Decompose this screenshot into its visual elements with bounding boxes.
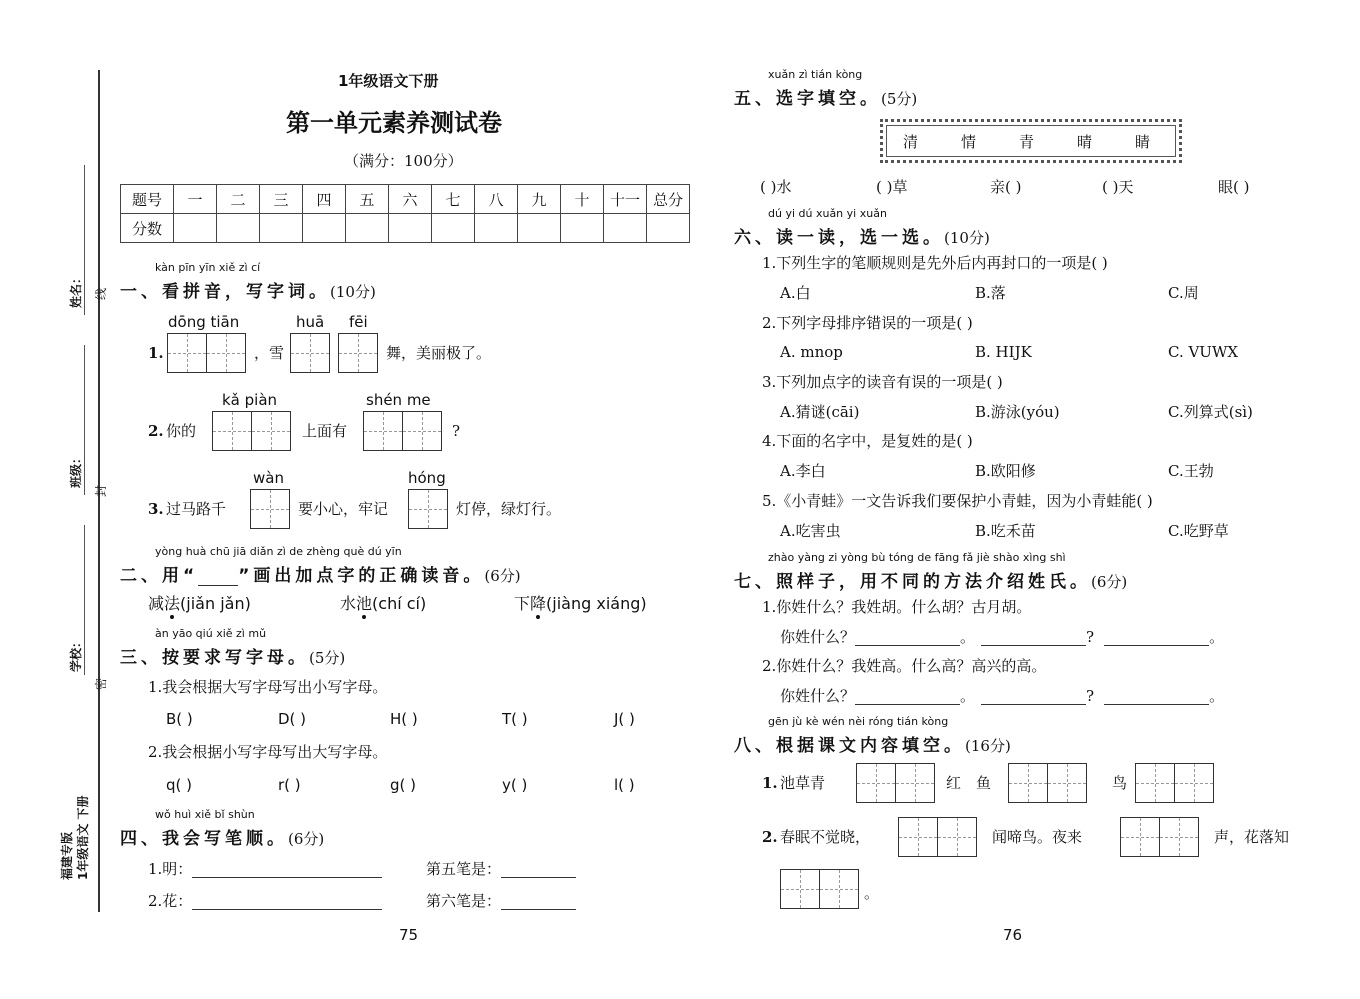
s3-upper-4[interactable]: T( ) bbox=[502, 710, 528, 728]
brand-grade-label: 1年级语文 下册 bbox=[76, 795, 90, 880]
s3-upper-5[interactable]: J( ) bbox=[614, 710, 635, 728]
s3-q2: 2.我会根据小写字母写出大写字母。 bbox=[148, 743, 388, 761]
score-cell[interactable] bbox=[604, 214, 647, 243]
s5-char: 晴 bbox=[1077, 133, 1093, 151]
class-label: 班级： bbox=[69, 451, 83, 488]
tianzige-cell[interactable] bbox=[895, 763, 935, 803]
s1-q2-text2: 上面有 bbox=[302, 422, 348, 440]
score-col: 五 bbox=[346, 185, 389, 214]
tianzige-cell[interactable] bbox=[1135, 763, 1175, 803]
s6-q2: 2.下列字母排序错误的一项是( ) bbox=[762, 314, 973, 332]
s4-q1b bbox=[426, 860, 576, 878]
s8-q1-grid1[interactable] bbox=[856, 763, 935, 803]
tianzige-cell[interactable] bbox=[898, 817, 938, 857]
s7-ask: 你姓什么？ bbox=[780, 628, 856, 646]
s3-q1: 1.我会根据大写字母写出小写字母。 bbox=[148, 678, 388, 696]
score-cell[interactable] bbox=[518, 214, 561, 243]
s1-q3-text1: 过马路千 bbox=[166, 500, 227, 518]
score-col: 八 bbox=[475, 185, 518, 214]
s6-option-c[interactable]: C.王勃 bbox=[1168, 462, 1214, 480]
s6-q4: 4.下面的名字中，是复姓的是( ) bbox=[762, 432, 973, 450]
s1-q3-pinyin2: hóng bbox=[408, 469, 446, 487]
answer-line[interactable] bbox=[1104, 688, 1209, 705]
s5-char: 青 bbox=[1019, 133, 1035, 151]
s3-title bbox=[120, 643, 345, 668]
s7-answer-1 bbox=[780, 628, 1224, 646]
s1-q2-pinyin1: kǎ piàn bbox=[222, 391, 278, 409]
school-label: 学校： bbox=[69, 635, 83, 672]
tianzige-cell[interactable] bbox=[212, 411, 252, 451]
s3-upper-3[interactable]: H( ) bbox=[390, 710, 418, 728]
tianzige-cell[interactable] bbox=[290, 333, 330, 373]
score-cell[interactable] bbox=[303, 214, 346, 243]
s8-pinyin: gēn jù kè wén nèi róng tián kòng bbox=[768, 715, 949, 728]
s7-pinyin: zhào yàng zi yòng bù tóng de fāng fǎ jiè shào xìng shì bbox=[768, 551, 1066, 564]
s5-blank-5[interactable]: 眼( ) bbox=[1218, 178, 1250, 196]
s6-option-a[interactable]: A.猜谜(cāi) bbox=[780, 403, 860, 421]
s6-q3: 3.下列加点字的读音有误的一项是( ) bbox=[762, 373, 1003, 391]
s1-pinyin: kàn pīn yīn xiě zì cí bbox=[155, 261, 261, 274]
brand-label: 福建专版 bbox=[60, 831, 74, 880]
s1-q1-pinyin3: fēi bbox=[349, 313, 368, 331]
s1-q3-grid1[interactable] bbox=[250, 489, 290, 529]
full-score: （满分：100分） bbox=[344, 152, 463, 170]
s1-q3-num: 3. bbox=[148, 500, 164, 518]
s4-q2 bbox=[148, 892, 382, 910]
s1-title bbox=[120, 277, 376, 302]
s8-q1-c: 鸟 bbox=[1112, 774, 1128, 792]
page-title: 第一单元素养测试卷 bbox=[286, 108, 502, 137]
s2-item-1[interactable] bbox=[148, 595, 251, 613]
s7-punct: 。 bbox=[960, 687, 976, 705]
s2-title bbox=[120, 561, 521, 586]
s2-item-dot[interactable]: 法 bbox=[164, 594, 181, 613]
s8-title-text: 八、根据课文内容填空。 bbox=[734, 736, 965, 756]
tianzige-cell[interactable] bbox=[250, 489, 290, 529]
s8-q1-num: 1. bbox=[762, 774, 778, 792]
s5-title-text: 五、选字填空。 bbox=[734, 89, 881, 109]
tianzige-cell[interactable] bbox=[1047, 763, 1087, 803]
s3-title-text: 三、按要求写字母。 bbox=[120, 648, 309, 668]
class-line bbox=[84, 345, 85, 495]
s1-q2-text1: 你的 bbox=[166, 422, 197, 440]
answer-line[interactable] bbox=[501, 861, 576, 878]
s8-q2-a: 春眠不觉晓， bbox=[780, 828, 871, 846]
s7-punct: 。 bbox=[1209, 687, 1225, 705]
s1-title-text: 一、看拼音，写字词。 bbox=[120, 282, 330, 302]
s3-lower-2[interactable]: r( ) bbox=[278, 776, 301, 794]
s6-option-b[interactable]: B.落 bbox=[975, 284, 1006, 302]
s4-score: (6分) bbox=[288, 830, 325, 848]
score-cell[interactable] bbox=[217, 214, 260, 243]
score-col: 四 bbox=[303, 185, 346, 214]
answer-line[interactable] bbox=[981, 629, 1086, 646]
s8-q2-end: 。 bbox=[864, 884, 880, 902]
s5-blank-3[interactable]: 亲( ) bbox=[990, 178, 1022, 196]
s6-option-c[interactable]: C. VUWX bbox=[1168, 343, 1239, 361]
s5-pinyin: xuǎn zì tián kòng bbox=[768, 68, 863, 81]
page-number-left: 75 bbox=[399, 926, 419, 944]
name-line bbox=[84, 165, 85, 315]
s8-q2-grid3[interactable] bbox=[780, 869, 859, 909]
answer-line[interactable] bbox=[981, 688, 1086, 705]
s1-q3-grid2[interactable] bbox=[408, 489, 448, 529]
score-col: 十 bbox=[561, 185, 604, 214]
s5-title bbox=[734, 84, 917, 109]
s4-title-text: 四、我会写笔顺。 bbox=[120, 829, 288, 849]
tianzige-cell[interactable] bbox=[167, 333, 207, 373]
s7-punct: ? bbox=[1086, 687, 1095, 705]
s4-q1b-label: 第五笔是： bbox=[426, 860, 502, 878]
s2-item-dot[interactable]: 池 bbox=[356, 594, 373, 613]
score-col: 三 bbox=[260, 185, 303, 214]
s1-score: (10分) bbox=[330, 283, 376, 301]
s8-q1-b: 红 鱼 bbox=[946, 774, 992, 792]
tianzige-cell[interactable] bbox=[1120, 817, 1160, 857]
score-col: 二 bbox=[217, 185, 260, 214]
grade-label: 1年级语文下册 bbox=[338, 72, 439, 90]
score-col: 十一 bbox=[604, 185, 647, 214]
s7-score: (6分) bbox=[1091, 573, 1128, 591]
score-cell[interactable] bbox=[475, 214, 518, 243]
s6-title bbox=[734, 223, 990, 248]
s4-q2b bbox=[426, 892, 576, 910]
underline-sample bbox=[198, 571, 238, 586]
score-cell[interactable] bbox=[647, 214, 690, 243]
s5-blank-4[interactable]: ( )天 bbox=[1102, 178, 1134, 196]
answer-line[interactable] bbox=[1104, 629, 1209, 646]
s6-option-a[interactable]: A.李白 bbox=[780, 462, 826, 480]
tianzige-cell[interactable] bbox=[363, 411, 403, 451]
score-col: 九 bbox=[518, 185, 561, 214]
s3-score: (5分) bbox=[309, 649, 346, 667]
s3-pinyin: àn yāo qiú xiě zì mǔ bbox=[155, 627, 267, 640]
s1-q1-pinyin1: dōng tiān bbox=[168, 313, 240, 331]
s7-punct: 。 bbox=[1209, 628, 1225, 646]
s4-pinyin: wǒ huì xiě bǐ shùn bbox=[155, 808, 255, 821]
score-table-row2-label: 分数 bbox=[121, 214, 174, 243]
s4-title bbox=[120, 824, 324, 849]
s1-q3-text3: 灯停，绿灯行。 bbox=[456, 500, 562, 518]
tianzige-cell[interactable] bbox=[1174, 763, 1214, 803]
s2-item-pre: 下 bbox=[514, 594, 531, 613]
tianzige-cell[interactable] bbox=[780, 869, 820, 909]
s6-q1: 1.下列生字的笔顺规则是先外后内再封口的一项是( ) bbox=[762, 254, 1108, 272]
s2-item-pre: 减 bbox=[148, 594, 165, 613]
s8-q1-a: 池草青 bbox=[780, 774, 826, 792]
s6-option-b[interactable]: B.游泳(yóu) bbox=[975, 403, 1060, 421]
s7-answer-2 bbox=[780, 687, 1224, 705]
tianzige-cell[interactable] bbox=[338, 333, 378, 373]
tianzige-cell[interactable] bbox=[937, 817, 977, 857]
s6-option-b[interactable]: B.吃禾苗 bbox=[975, 522, 1036, 540]
tianzige-cell[interactable] bbox=[1008, 763, 1048, 803]
s2-title-a: 二、用“ bbox=[120, 566, 199, 586]
tianzige-cell[interactable] bbox=[408, 489, 448, 529]
s1-q1-grid2[interactable] bbox=[290, 333, 330, 373]
s2-score: (6分) bbox=[484, 567, 521, 585]
tianzige-cell[interactable] bbox=[1159, 817, 1199, 857]
tianzige-cell[interactable] bbox=[856, 763, 896, 803]
seal-secret-text: 密 bbox=[94, 677, 108, 690]
score-table-header-row bbox=[121, 185, 690, 214]
s1-q3-pinyin1: wàn bbox=[253, 469, 284, 487]
s2-item-dot[interactable]: 降 bbox=[530, 594, 547, 613]
s6-score: (10分) bbox=[944, 229, 990, 247]
s2-item-post: (chí cí) bbox=[372, 594, 427, 613]
s5-char-box bbox=[880, 119, 1182, 163]
s2-title-b: ”画出加点字的正确读音。 bbox=[238, 566, 485, 586]
s1-q1-grid1[interactable] bbox=[167, 333, 246, 373]
s6-title-text: 六、读一读，选一选。 bbox=[734, 228, 944, 248]
s2-item-3[interactable] bbox=[514, 595, 647, 613]
score-col: 总分 bbox=[647, 185, 690, 214]
s2-item-2[interactable] bbox=[340, 595, 426, 613]
answer-line[interactable] bbox=[855, 688, 960, 705]
s4-q2b-label: 第六笔是： bbox=[426, 892, 502, 910]
s8-q2-grid2[interactable] bbox=[1120, 817, 1199, 857]
s1-q1-num: 1. bbox=[148, 344, 164, 362]
s7-title-text: 七、照样子，用不同的方法介绍姓氏。 bbox=[734, 572, 1091, 592]
s7-ask: 你姓什么？ bbox=[780, 687, 856, 705]
score-cell[interactable] bbox=[174, 214, 217, 243]
s1-q1-text2: 舞，美丽极了。 bbox=[386, 344, 492, 362]
score-table-row1-label: 题号 bbox=[121, 185, 174, 214]
score-table-score-row bbox=[121, 214, 690, 243]
score-col: 六 bbox=[389, 185, 432, 214]
s6-option-a[interactable]: A. mnop bbox=[780, 343, 843, 361]
score-cell[interactable] bbox=[389, 214, 432, 243]
s5-score: (5分) bbox=[881, 90, 918, 108]
s4-q1 bbox=[148, 860, 382, 878]
s3-lower-1[interactable]: q( ) bbox=[166, 776, 192, 794]
s2-item-post: (jiǎn jǎn) bbox=[180, 594, 251, 613]
s6-option-c[interactable]: C.吃野草 bbox=[1168, 522, 1229, 540]
s8-score: (16分) bbox=[965, 737, 1011, 755]
s6-option-a[interactable]: A.吃害虫 bbox=[780, 522, 841, 540]
s2-item-post: (jiàng xiáng) bbox=[546, 594, 647, 613]
seal-seal-text: 封 bbox=[94, 484, 108, 497]
score-col: 七 bbox=[432, 185, 475, 214]
s5-blank-1[interactable]: ( )水 bbox=[760, 178, 792, 196]
s3-upper-1[interactable]: B( ) bbox=[166, 710, 193, 728]
score-cell[interactable] bbox=[260, 214, 303, 243]
s6-option-c[interactable]: C.周 bbox=[1168, 284, 1199, 302]
s8-q2-c: 声，花落知 bbox=[1214, 828, 1290, 846]
s3-lower-5[interactable]: l( ) bbox=[614, 776, 635, 794]
s3-lower-4[interactable]: y( ) bbox=[502, 776, 528, 794]
s6-option-b[interactable]: B. HIJK bbox=[975, 343, 1032, 361]
seal-line-text: 线 bbox=[94, 287, 108, 300]
s4-q1-label: 1.明： bbox=[148, 860, 193, 878]
s1-q1-grid3[interactable] bbox=[338, 333, 378, 373]
answer-line[interactable] bbox=[192, 861, 382, 878]
s5-blank-2[interactable]: ( )草 bbox=[876, 178, 908, 196]
s8-q1-grid3[interactable] bbox=[1135, 763, 1214, 803]
s1-q2-grid1[interactable] bbox=[212, 411, 291, 451]
s1-q2-grid2[interactable] bbox=[363, 411, 442, 451]
score-col: 一 bbox=[174, 185, 217, 214]
s1-q3-text2: 要小心，牢记 bbox=[298, 500, 389, 518]
s4-q2-label: 2.花： bbox=[148, 892, 193, 910]
s2-pinyin: yòng huà chū jiā diǎn zì de zhèng què dú yīn bbox=[155, 545, 402, 558]
s6-pinyin: dú yi dú xuǎn yi xuǎn bbox=[768, 207, 887, 220]
s1-q1-text1: ，雪 bbox=[254, 344, 285, 362]
answer-line[interactable] bbox=[855, 629, 960, 646]
s7-q1: 1.你姓什么？我姓胡。什么胡？古月胡。 bbox=[762, 598, 1032, 616]
s7-q2: 2.你姓什么？我姓高。什么高？高兴的高。 bbox=[762, 657, 1047, 675]
s7-punct: ? bbox=[1086, 628, 1095, 646]
tianzige-cell[interactable] bbox=[402, 411, 442, 451]
s2-item-pre: 水 bbox=[340, 594, 357, 613]
s3-upper-2[interactable]: D( ) bbox=[278, 710, 307, 728]
score-cell[interactable] bbox=[432, 214, 475, 243]
s3-lower-3[interactable]: g( ) bbox=[390, 776, 416, 794]
s5-char: 情 bbox=[961, 133, 977, 151]
answer-line[interactable] bbox=[501, 893, 576, 910]
s8-q2-grid1[interactable] bbox=[898, 817, 977, 857]
s6-q5: 5.《小青蛙》一文告诉我们要保护小青蛙，因为小青蛙能( ) bbox=[762, 492, 1153, 510]
tianzige-cell[interactable] bbox=[206, 333, 246, 373]
s8-q2-num: 2. bbox=[762, 828, 778, 846]
page-number-right: 76 bbox=[1003, 926, 1023, 944]
score-cell[interactable] bbox=[346, 214, 389, 243]
name-label: 姓名： bbox=[69, 271, 83, 308]
school-line bbox=[84, 525, 85, 675]
answer-line[interactable] bbox=[192, 893, 382, 910]
score-cell[interactable] bbox=[561, 214, 604, 243]
s7-punct: 。 bbox=[960, 628, 976, 646]
s8-q2-b: 闻啼鸟。夜来 bbox=[992, 828, 1083, 846]
score-table bbox=[120, 184, 690, 243]
s6-option-b[interactable]: B.欧阳修 bbox=[975, 462, 1036, 480]
s7-title bbox=[734, 567, 1127, 592]
s1-q2-num: 2. bbox=[148, 422, 164, 440]
tianzige-cell[interactable] bbox=[251, 411, 291, 451]
s6-option-a[interactable]: A.白 bbox=[780, 284, 811, 302]
s5-char: 睛 bbox=[1135, 133, 1151, 151]
s5-char: 清 bbox=[903, 133, 919, 151]
s8-title bbox=[734, 731, 1011, 756]
tianzige-cell[interactable] bbox=[819, 869, 859, 909]
s6-option-c[interactable]: C.列算式(sì) bbox=[1168, 403, 1253, 421]
s1-q2-text3: ? bbox=[452, 422, 461, 440]
s8-q1-grid2[interactable] bbox=[1008, 763, 1087, 803]
s1-q1-pinyin2: huā bbox=[296, 313, 325, 331]
s1-q2-pinyin2: shén me bbox=[366, 391, 431, 409]
